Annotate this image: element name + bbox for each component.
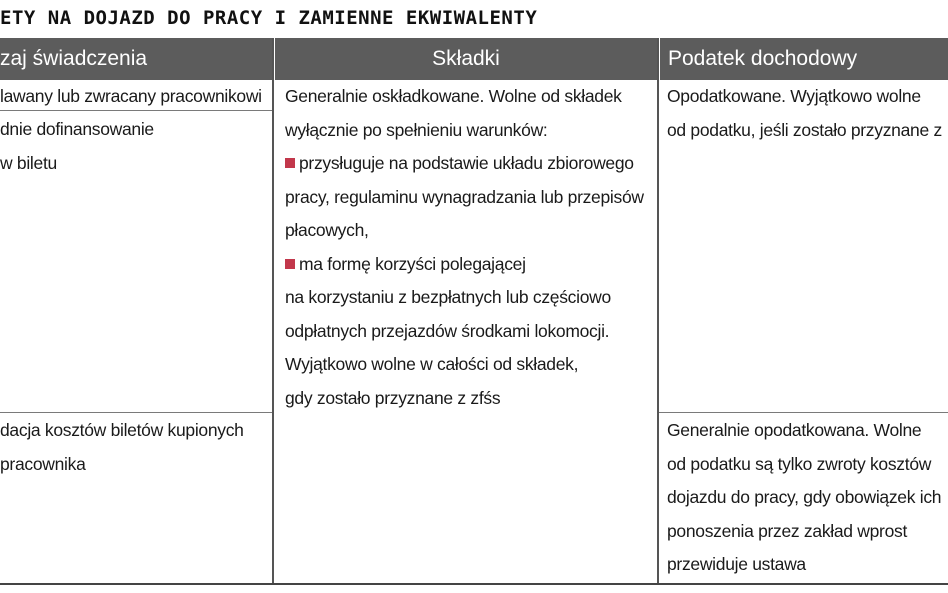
header-income-tax: Podatek dochodowy — [660, 38, 948, 80]
bullet-icon — [285, 158, 295, 168]
column-divider — [272, 38, 274, 583]
table-title: ETY NA DOJAZD DO PRACY I ZAMIENNE EKWIWALENTY — [0, 7, 538, 29]
row-divider — [659, 412, 948, 413]
row-divider — [0, 412, 272, 413]
cell-line: na korzystaniu z bezpłatnych lub częściowo — [285, 287, 611, 307]
cell-line: ponoszenia przez zakład wprost — [667, 520, 908, 541]
tax-cell-1 — [667, 80, 948, 147]
header-contributions: Składki — [275, 38, 657, 80]
bullet-icon — [285, 259, 295, 269]
cell-line: Wyjątkowo wolne w całości od składek, — [285, 354, 579, 374]
cell-line: w biletu — [0, 152, 57, 173]
cell-line: od podatku, jeśli zostało przyznane z — [667, 119, 942, 140]
cell-line: przewiduje ustawa — [667, 554, 806, 574]
cell-line: Generalnie opodatkowana. Wolne — [667, 420, 922, 440]
benefit-cell-2 — [0, 113, 270, 180]
cell-line: pracownika — [0, 453, 86, 474]
cell-line: ma formę korzyści polegającej — [299, 253, 526, 274]
cell-line: pracy, regulaminu wynagradzania lub przepisów — [285, 186, 644, 207]
cell-line: lawany lub zwracany pracownikowi — [0, 86, 262, 106]
cell-line: Generalnie oskładkowane. Wolne od składek — [285, 86, 622, 106]
header-type-of-benefit: zaj świadczenia — [0, 38, 272, 80]
cell-line: Opodatkowane. Wyjątkowo wolne — [667, 86, 921, 106]
column-divider — [657, 38, 659, 583]
tax-cell-2 — [667, 414, 948, 582]
cell-line: gdy zostało przyznane z zfśs — [285, 387, 501, 408]
benefit-cell-3 — [0, 414, 270, 481]
cell-line: dacja kosztów biletów kupionych — [0, 420, 244, 440]
cell-line: odpłatnych przejazdów środkami lokomocji. — [285, 320, 610, 341]
cell-line: dnie dofinansowanie — [0, 119, 154, 139]
cell-line: płacowych, — [285, 220, 369, 240]
cell-line: od podatku są tylko zwroty kosztów — [667, 453, 932, 474]
table-bottom-border — [0, 583, 948, 585]
cell-line: przysługuje na podstawie układu zbiorowego — [299, 153, 634, 173]
cell-line: dojazdu do pracy, gdy obowiązek ich — [667, 487, 942, 507]
benefit-cell-1 — [0, 80, 270, 114]
bullet-line — [285, 248, 655, 282]
contributions-cell — [285, 80, 655, 415]
cell-line: wyłącznie po spełnieniu warunków: — [285, 119, 548, 140]
bullet-line — [285, 147, 655, 181]
